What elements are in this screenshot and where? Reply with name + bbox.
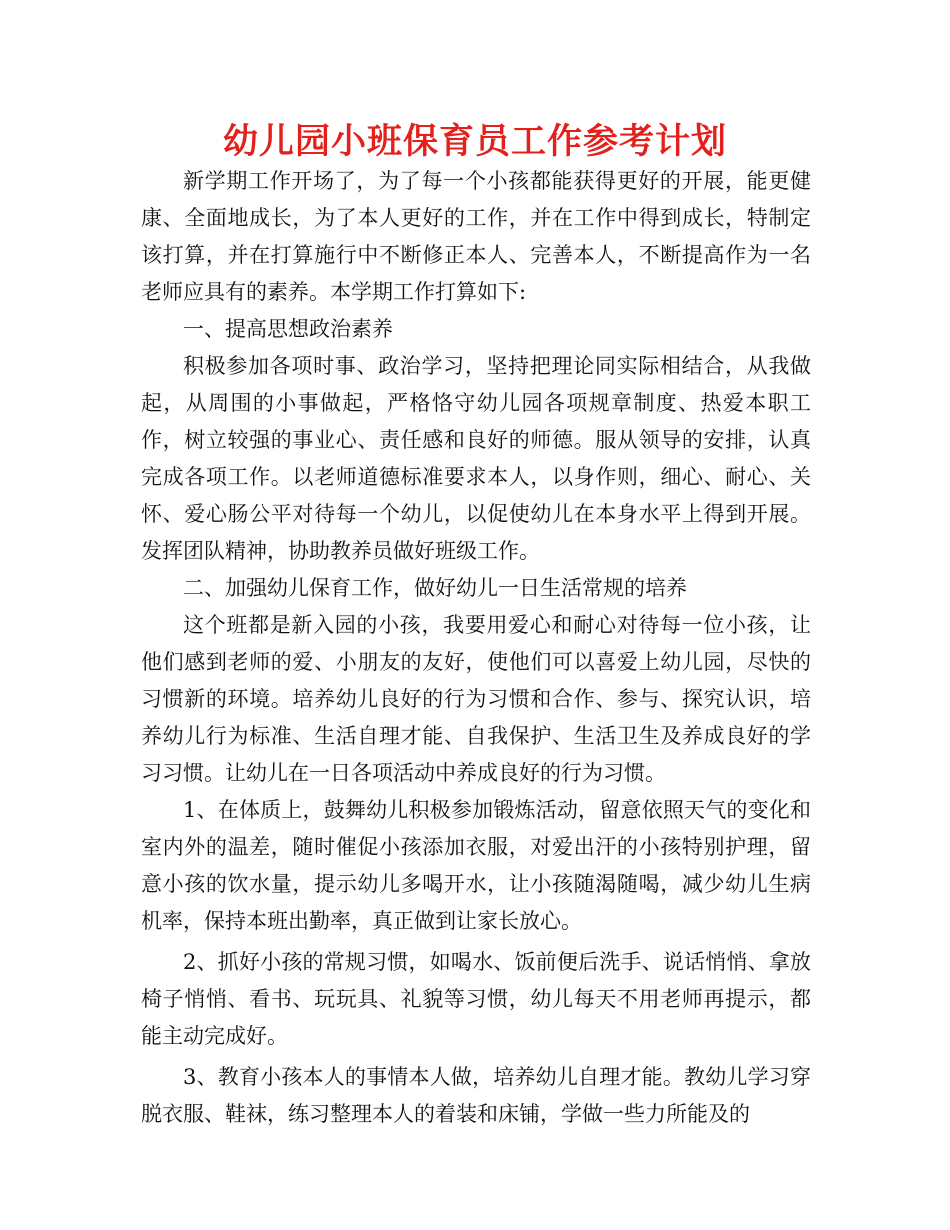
heading-section-1: 一、提高思想政治素养 — [183, 317, 393, 341]
document-title: 幼儿园小班保育员工作参考计划 — [222, 122, 727, 162]
document-body — [141, 163, 811, 1133]
paragraph-item-2: 2、抓好小孩的常规习惯，如喝水、饭前便后洗手、说话悄悄、拿放椅子悄悄、看书、玩玩具、礼貌等习惯，幼儿每天不用老师再提示，都能主动完成好。 — [141, 950, 811, 1048]
paragraph-item-1: 1、在体质上，鼓舞幼儿积极参加锻炼活动，留意依照天气的变化和室内外的温差，随时催促小孩添加衣服，对爱出汗的小孩特别护理，留意小孩的饮水量，提示幼儿多喝开水，让小孩随渴随喝，减少幼儿生病机率，保持本班出勤率，真正做到让家长放心。 — [141, 798, 811, 933]
paragraph-item-3: 3、教育小孩本人的事情本人做，培养幼儿自理才能。教幼儿学习穿脱衣服、鞋袜，练习整理本人的着装和床铺，学做一些力所能及的 — [141, 1065, 811, 1126]
paragraph-intro: 新学期工作开场了，为了每一个小孩都能获得更好的开展，能更健康、全面地成长，为了本人更好的工作，并在工作中得到成长，特制定该打算，并在打算施行中不断修正本人、完善本人，不断提高作为一名老师应具有的素养。本学期工作打算如下: — [141, 169, 811, 304]
heading-section-2: 二、加强幼儿保育工作，做好幼儿一日生活常规的培养 — [183, 576, 687, 600]
paragraph-section-2: 这个班都是新入园的小孩，我要用爱心和耐心对待每一位小孩，让他们感到老师的爱、小朋友的友好，使他们可以喜爱上幼儿园，尽快的习惯新的环境。培养幼儿良好的行为习惯和合作、参与、探究认识，培养幼儿行为标准、生活自理才能、自我保护、生活卫生及养成良好的学习习惯。让幼儿在一日各项活动中养成良好的行为习惯。 — [141, 613, 811, 785]
paragraph-section-1: 积极参加各项时事、政治学习，坚持把理论同实际相结合，从我做起，从周围的小事做起，严格恪守幼儿园各项规章制度、热爱本职工作，树立较强的事业心、责任感和良好的师德。服从领导的安排，认真完成各项工作。以老师道德标准要求本人，以身作则，细心、耐心、关怀、爱心肠公平对待每一个幼儿，以促使幼儿在本身水平上得到开展。发挥团队精神，协助教养员做好班级工作。 — [141, 354, 811, 563]
